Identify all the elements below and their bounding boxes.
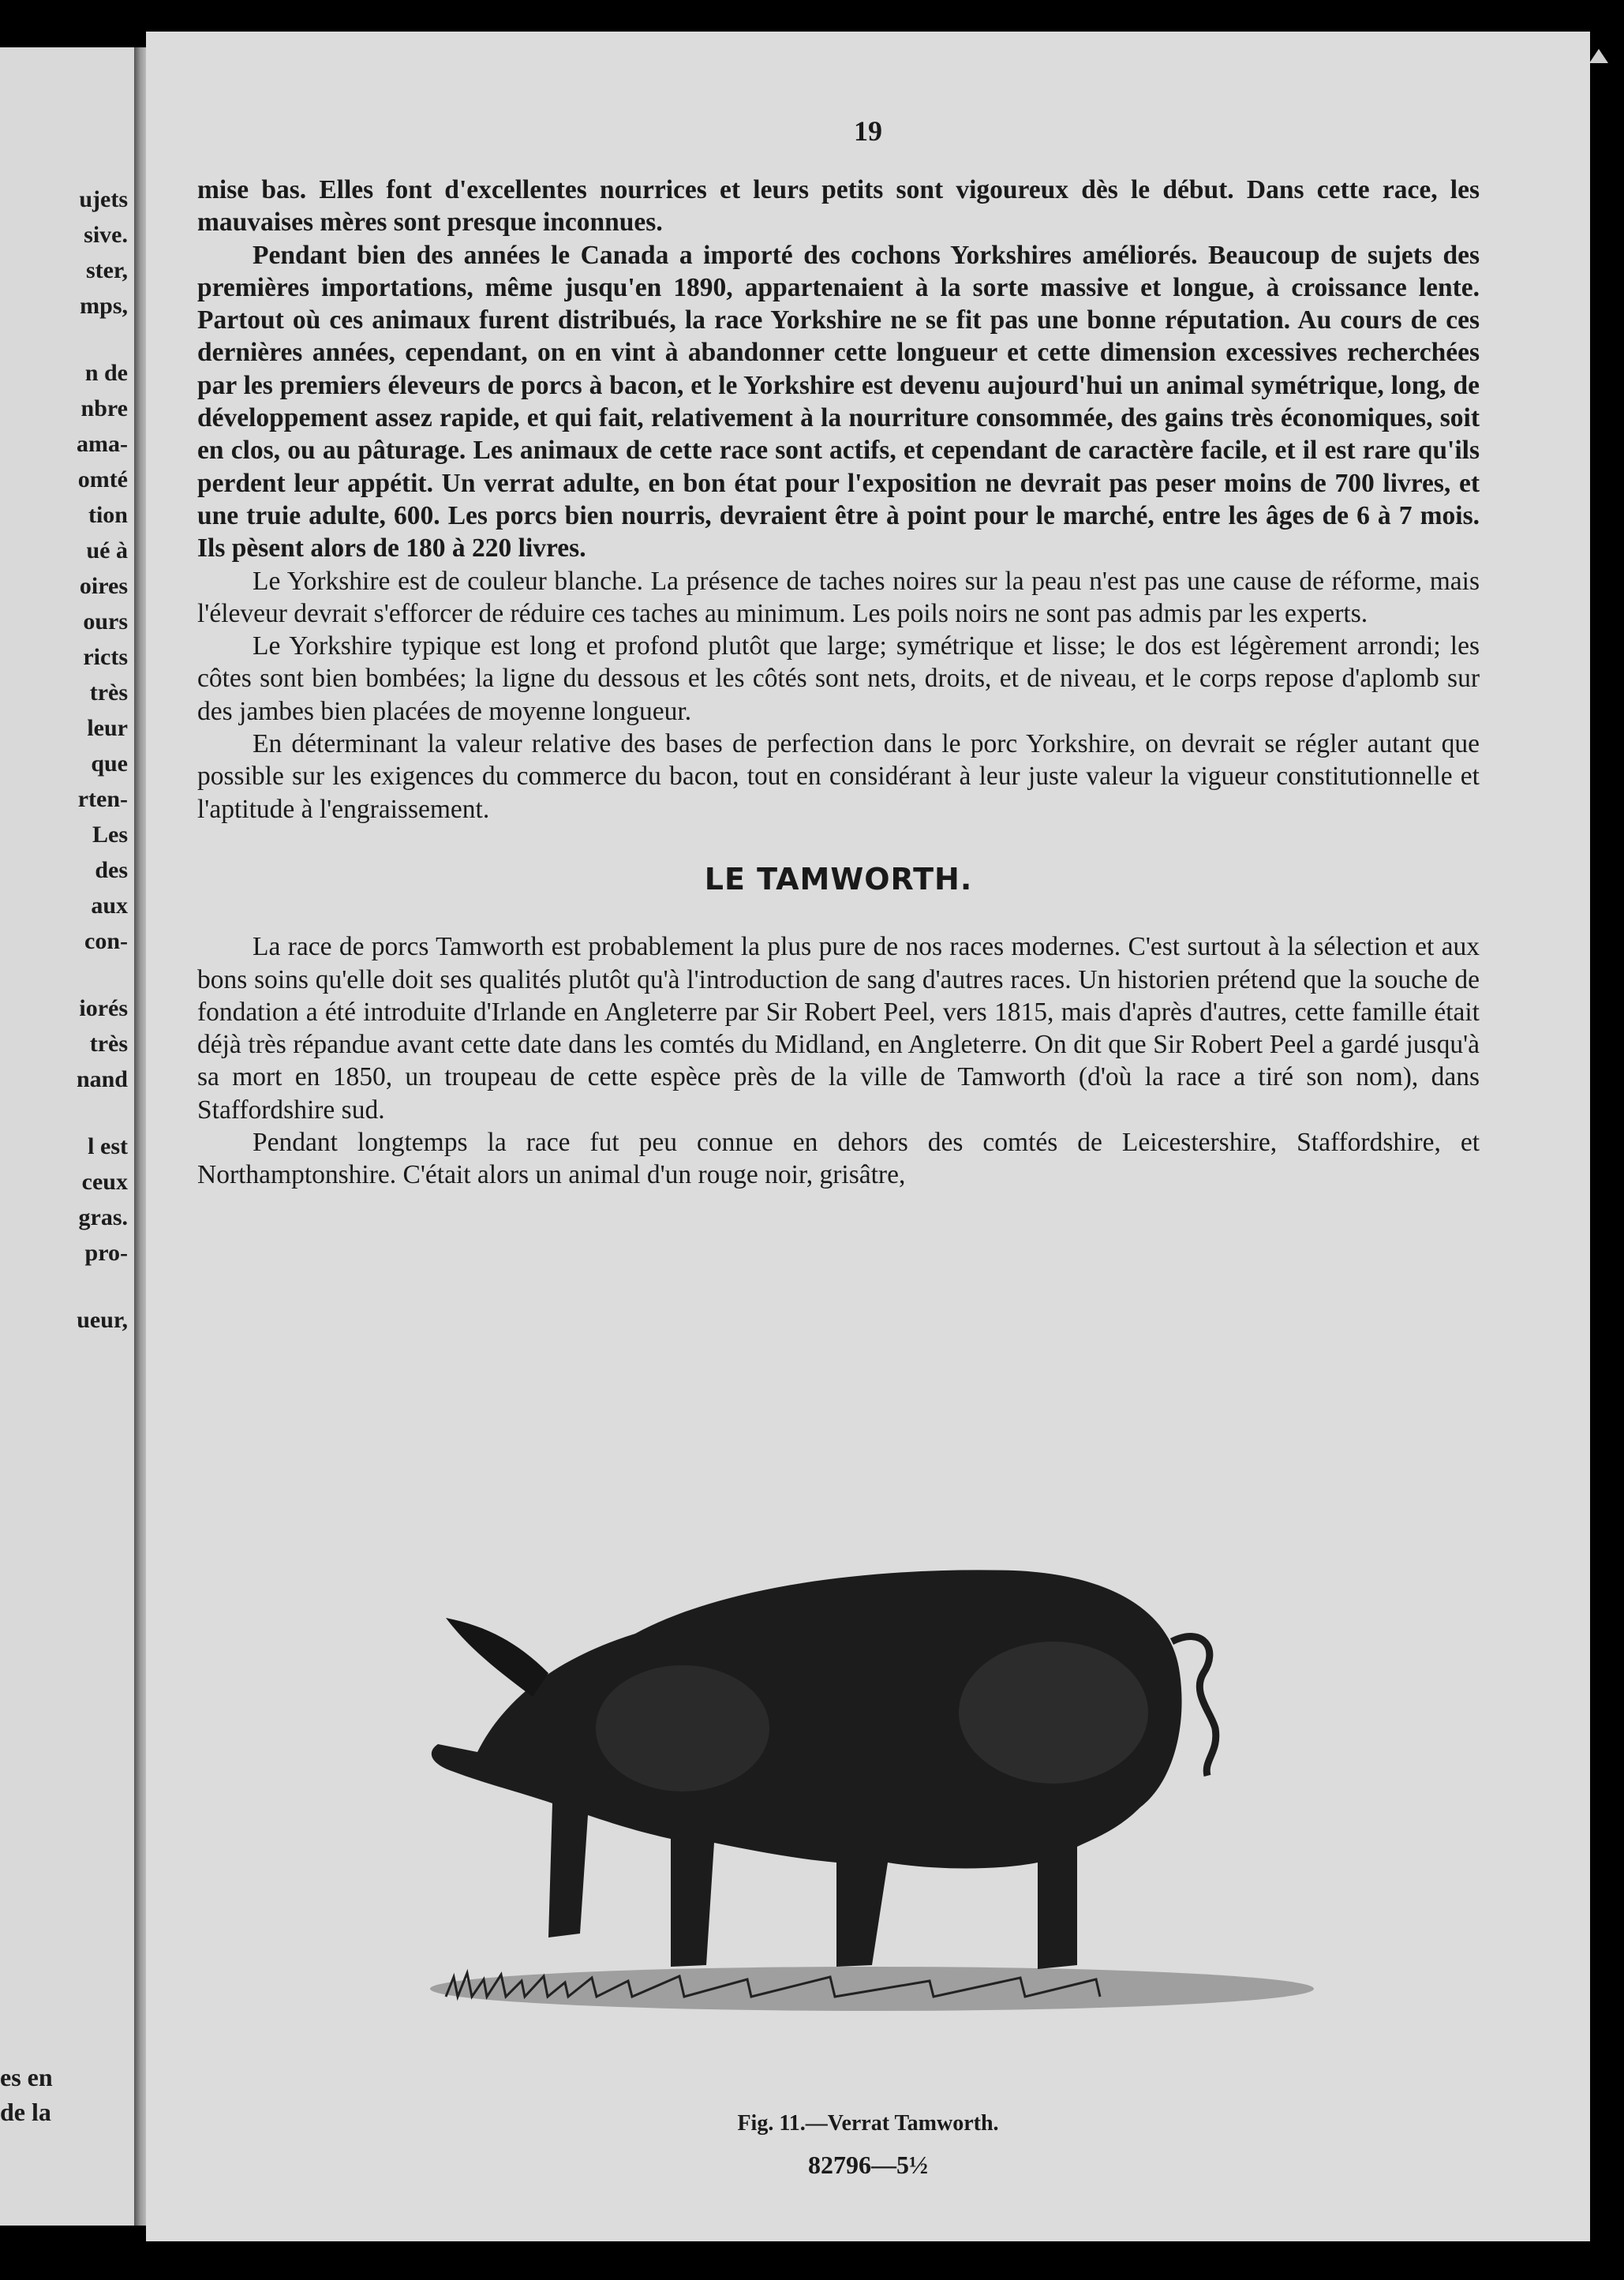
yorkshire-text bbox=[197, 174, 1480, 565]
facing-fragment: tion bbox=[88, 502, 128, 528]
facing-fragment: iorés bbox=[79, 995, 128, 1021]
facing-fragment: ours bbox=[83, 608, 128, 635]
facing-fragment: ceux bbox=[81, 1169, 128, 1195]
facing-page-text bbox=[2, 182, 128, 1338]
facing-fragment: n de bbox=[84, 360, 128, 386]
facing-fragment: de la bbox=[0, 2098, 51, 2126]
facing-fragment: ster, bbox=[85, 257, 128, 283]
facing-fragment: Les bbox=[92, 822, 128, 848]
paragraph: Le Yorkshire est de couleur blanche. La présence de taches noires sur la peau n'est pas une cause de réforme, mais l'éleveur devrait s'efforcer de réduire ces taches au minimum. Les poils noirs ne sont pas admis par les experts. bbox=[197, 566, 1480, 628]
facing-fragment: des bbox=[95, 857, 128, 883]
pig-ham-highlight bbox=[959, 1642, 1148, 1784]
figure-caption: Fig. 11.—Verrat Tamworth. bbox=[737, 2111, 999, 2136]
facing-fragment: aux bbox=[91, 893, 128, 919]
facing-fragment: mps, bbox=[80, 293, 128, 319]
facing-fragment: pro- bbox=[84, 1240, 128, 1266]
facing-fragment: très bbox=[89, 1031, 128, 1057]
page-number: 19 bbox=[854, 115, 882, 147]
facing-fragment: nbre bbox=[80, 395, 128, 421]
scan-corner-mark bbox=[1589, 49, 1608, 63]
facing-fragment: ama- bbox=[77, 431, 128, 457]
facing-fragment: nand bbox=[76, 1066, 128, 1092]
pig-shoulder-highlight bbox=[596, 1665, 769, 1791]
paragraph: En déterminant la valeur relative des bases de perfection dans le porc Yorkshire, on devrait se régler autant que possible sur les exigences du commerce du bacon, tout en considérant à leur juste valeur la vigueur constitutionnelle et l'aptitude à l'engraissement. bbox=[197, 729, 1480, 824]
facing-fragment: sive. bbox=[84, 222, 128, 248]
facing-fragment: ueur, bbox=[77, 1307, 128, 1333]
facing-fragment: ricts bbox=[83, 644, 128, 670]
facing-fragment: es en bbox=[0, 2063, 53, 2091]
book-page bbox=[146, 32, 1590, 2241]
facing-fragment: con- bbox=[84, 928, 128, 954]
facing-fragment: omté bbox=[77, 466, 128, 492]
facing-fragment: oires bbox=[79, 573, 128, 599]
facing-fragment: ujets bbox=[79, 186, 128, 212]
ground-shadow bbox=[430, 1967, 1314, 2011]
facing-fragment: rten- bbox=[77, 786, 128, 812]
page-body bbox=[197, 174, 1480, 1192]
facing-fragment: leur bbox=[87, 715, 128, 741]
paragraph-continued: mise bas. Elles font d'excellentes nourrices et leurs petits sont vigoureux dès le début. Dans cette race, les mauvaises mères sont presque inconnues. bbox=[197, 175, 1480, 238]
tamworth-boar-illustration bbox=[383, 1492, 1369, 2028]
facing-page-bottom-text bbox=[0, 2060, 126, 2129]
paragraph: Pendant longtemps la race fut peu connue en dehors des comtés de Leicestershire, Staffordshire, et Northamptonshire. C'était alors un animal d'un rouge noir, grisâtre, bbox=[197, 1128, 1480, 1190]
facing-fragment: gras. bbox=[78, 1204, 128, 1230]
pig-ear bbox=[446, 1618, 548, 1697]
paragraph: Pendant bien des années le Canada a importé des cochons Yorkshires améliorés. Beaucoup de sujets des premières importations, même jusqu'en 1890, appartenaient à la sorte massive et longue, à croissance lente. Partout où ces animaux furent distribués, la race Yorkshire ne se fit pas une bonne réputation. Au cours de ces dernières années, cependant, on en vint à abandonner cette longueur et cette dimension excessives recherchées par les premiers éleveurs de porcs à bacon, et le Yorkshire est devenu aujourd'hui un animal symétrique, long, de développement assez rapide, et qui fait, relativement à la nourriture consommée, des gains très économiques, soit en clos, ou au pâturage. Les animaux de cette race sont actifs, et cependant de caractère facile, et il est rare qu'ils perdent leur appétit. Un verrat adulte, en bon état pour l'exposition ne devrait pas peser moins de 700 livres, et une truie adulte, 600. Les porcs bien nourris, devraient être à point pour le marché, entre les âges de 6 à 7 mois. Ils pèsent alors de 180 à 220 livres. bbox=[197, 240, 1480, 563]
signature-mark: 82796—5½ bbox=[808, 2151, 928, 2179]
section-heading: LE TAMWORTH. bbox=[704, 861, 973, 897]
facing-page bbox=[0, 47, 134, 2226]
facing-fragment: très bbox=[89, 680, 128, 706]
paragraph: Le Yorkshire typique est long et profond plutôt que large; symétrique et lisse; le dos est légèrement arrondi; les côtes sont bien bombées; la ligne du dessous et les côtés sont nets, droits, et de niveau, et le corps repose d'aplomb sur des jambes bien placées de moyenne longueur. bbox=[197, 631, 1480, 726]
facing-fragment: l est bbox=[88, 1133, 128, 1159]
facing-fragment: que bbox=[91, 751, 128, 777]
facing-fragment: ué à bbox=[86, 537, 128, 563]
paragraph: La race de porcs Tamworth est probablement la plus pure de nos races modernes. C'est surtout à la sélection et aux bons soins qu'elle doit ses qualités plutôt qu'à l'introduction de sang d'autres races. Un historien prétend que la souche de fondation a été introduite d'Irlande en Angleterre par Sir Robert Peel, vers 1815, mais d'après d'autres, cette famille était déjà très répandue avant cette date dans les comtés du Midland, en Angleterre. On dit que Sir Robert Peel a gardé jusqu'à sa mort en 1850, un troupeau de cette espèce près de la ville de Tamworth (d'où la race a tiré son nom), dans Staffordshire sud. bbox=[197, 932, 1480, 1125]
